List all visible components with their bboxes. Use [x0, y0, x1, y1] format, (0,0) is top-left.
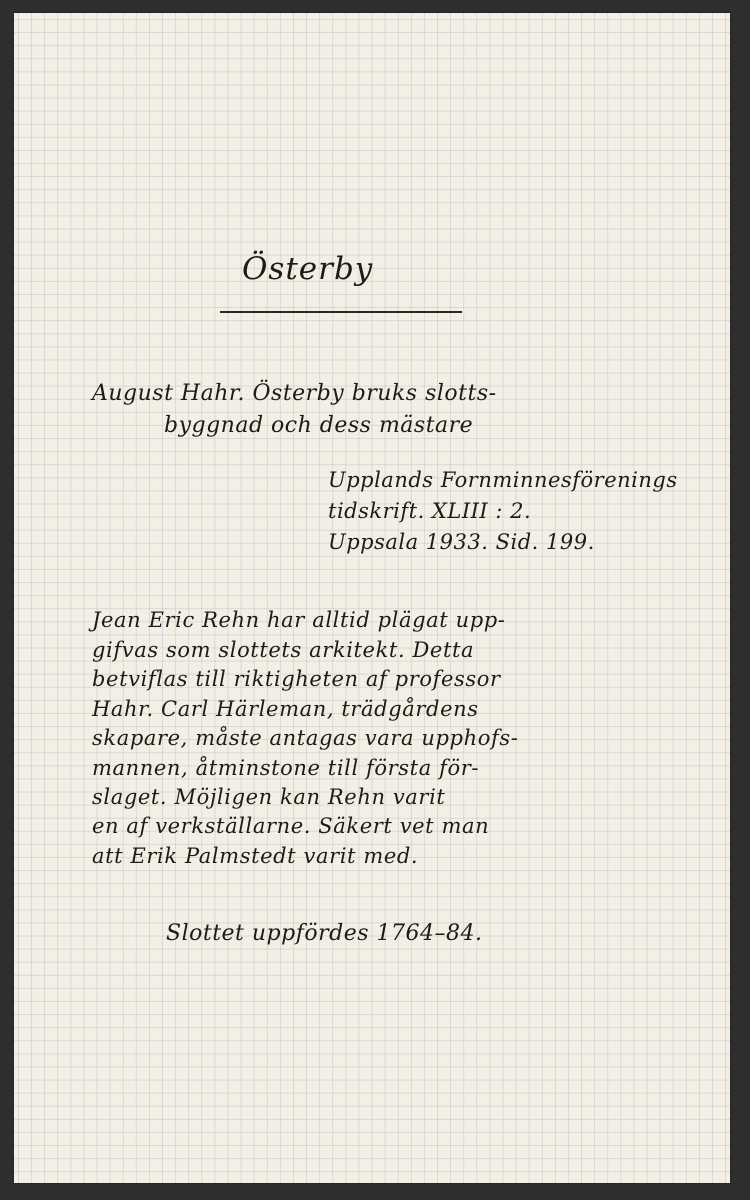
paragraph-line: mannen, åtminstone till första för- [92, 756, 480, 780]
paragraph-line: slaget. Möjligen kan Rehn varit [92, 785, 446, 809]
paragraph-line: Jean Eric Rehn har alltid plägat upp- [92, 608, 506, 632]
publication-line-2: tidskrift. XLIII : 2. [328, 499, 532, 523]
paragraph-line: att Erik Palmstedt varit med. [92, 844, 419, 868]
closing-line: Slottet uppfördes 1764–84. [166, 921, 483, 946]
paragraph-line: betviflas till riktigheten af professor [92, 667, 501, 691]
reference-line-2: byggnad och dess mästare [164, 413, 474, 438]
paragraph-line: gifvas som slottets arkitekt. Detta [92, 638, 475, 662]
paragraph-line: en af verkställarne. Säkert vet man [92, 814, 490, 838]
paragraph-line: Hahr. Carl Härleman, trädgårdens [92, 697, 479, 721]
paragraph-line: skapare, måste antagas vara upphofs- [92, 726, 519, 750]
title-underline [220, 311, 462, 313]
graph-paper-sheet [14, 13, 730, 1183]
reference-line-1: August Hahr. Österby bruks slotts- [92, 381, 497, 406]
publication-line-1: Upplands Fornminnesförenings [328, 468, 678, 492]
page-title: Österby [242, 251, 374, 287]
publication-line-3: Uppsala 1933. Sid. 199. [328, 530, 595, 554]
